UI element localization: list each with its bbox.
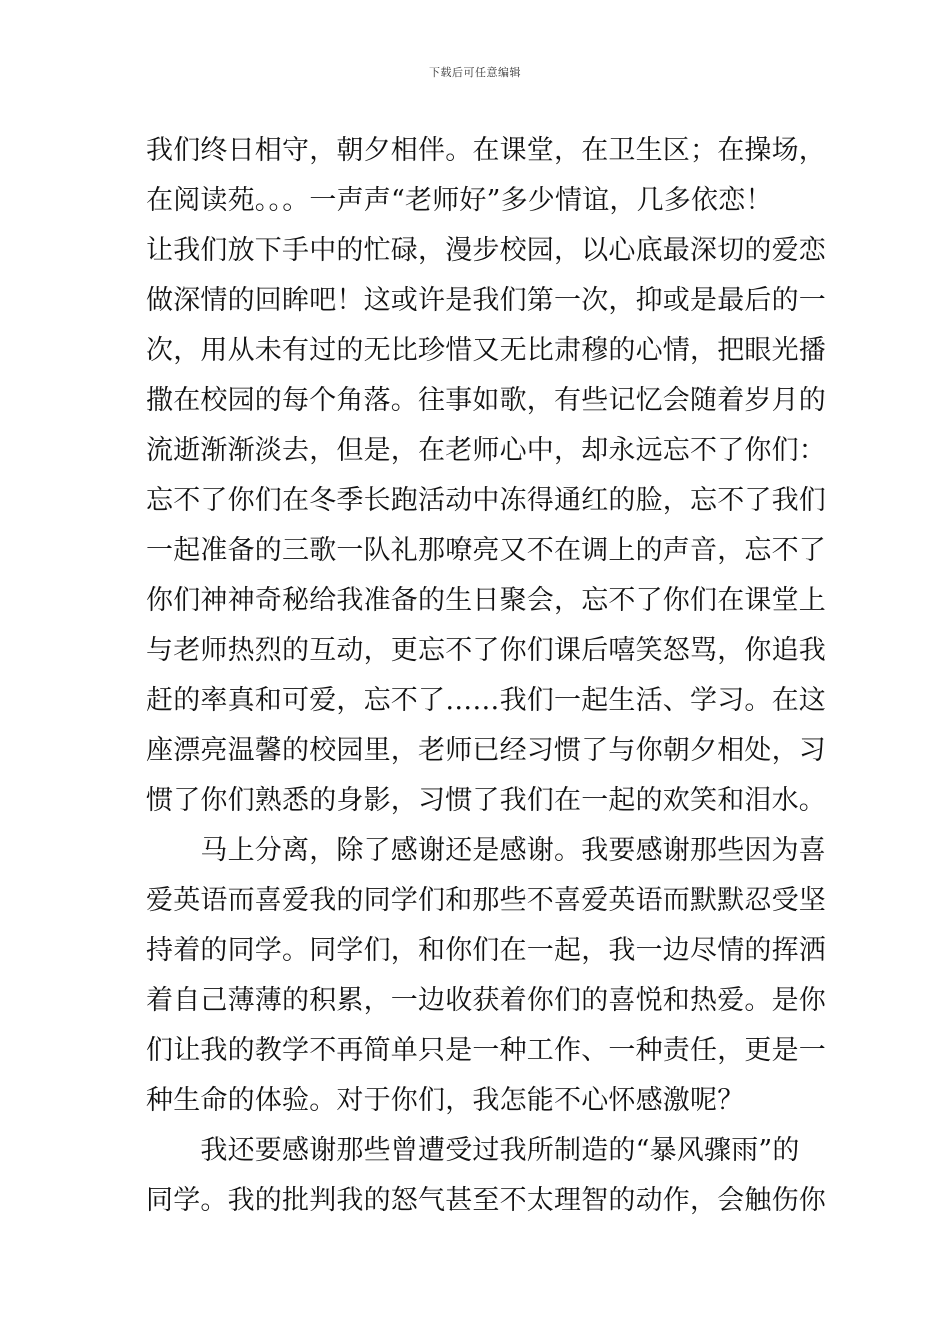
text-line: 马上分离，除了感谢还是感谢。我要感谢那些因为喜 <box>146 835 826 866</box>
document-body <box>146 126 826 1226</box>
text-line: 忘不了你们在冬季长跑活动中冻得通红的脸，忘不了我们 <box>146 485 826 516</box>
text-line: 次，用从未有过的无比珍惜又无比肃穆的心情，把眼光播 <box>146 335 826 366</box>
text-line: 惯了你们熟悉的身影，习惯了我们在一起的欢笑和泪水。 <box>146 785 826 816</box>
text-line: 爱英语而喜爱我的同学们和那些不喜爱英语而默默忍受坚 <box>146 885 826 916</box>
text-line: 你们神神奇秘给我准备的生日聚会，忘不了你们在课堂上 <box>146 585 826 616</box>
text-line: 与老师热烈的互动，更忘不了你们课后嘻笑怒骂，你追我 <box>146 635 826 666</box>
text-line: 同学。我的批判我的怒气甚至不太理智的动作，会触伤你 <box>146 1185 826 1216</box>
text-line: 种生命的体验。对于你们，我怎能不心怀感激呢？ <box>146 1085 745 1116</box>
text-line: 持着的同学。同学们，和你们在一起，我一边尽情的挥洒 <box>146 935 826 966</box>
text-line: 着自己薄薄的积累，一边收获着你们的喜悦和热爱。是你 <box>146 985 826 1016</box>
page-header: 下载后可任意编辑 <box>429 66 521 79</box>
text-line: 撒在校园的每个角落。往事如歌，有些记忆会随着岁月的 <box>146 385 826 416</box>
text-line: 让我们放下手中的忙碌，漫步校园，以心底最深切的爱恋 <box>146 235 826 266</box>
text-line: 座漂亮温馨的校园里，老师已经习惯了与你朝夕相处，习 <box>146 735 826 766</box>
text-line: 流逝渐渐淡去，但是，在老师心中，却永远忘不了你们： <box>146 435 826 466</box>
text-line: 一起准备的三歌一队礼那嘹亮又不在调上的声音，忘不了 <box>146 535 826 566</box>
text-line: 在阅读苑。。。一声声“老师好”多少情谊，几多依恋！ <box>146 185 773 216</box>
text-line: 我们终日相守，朝夕相伴。在课堂，在卫生区；在操场， <box>146 135 826 166</box>
text-line: 赶的率真和可爱，忘不了……我们一起生活、学习。在这 <box>146 685 826 716</box>
text-line: 们让我的教学不再简单只是一种工作、一种责任，更是一 <box>146 1035 826 1066</box>
text-line: 做深情的回眸吧！这或许是我们第一次，抑或是最后的一 <box>146 285 826 316</box>
text-line: 我还要感谢那些曾遭受过我所制造的“暴风骤雨”的 <box>146 1135 800 1166</box>
